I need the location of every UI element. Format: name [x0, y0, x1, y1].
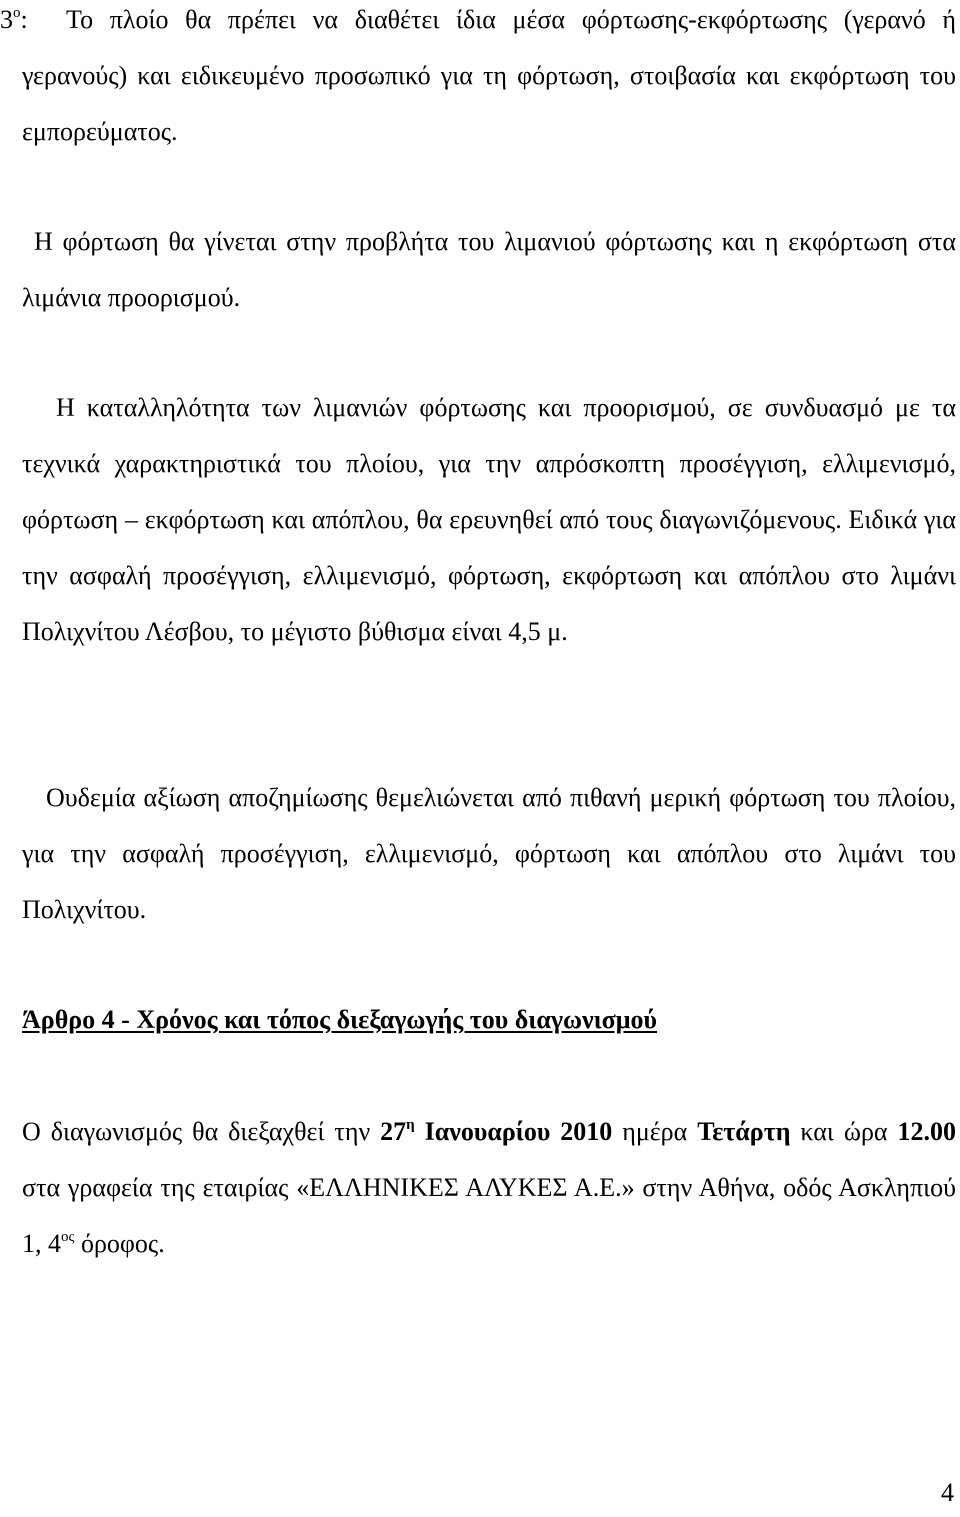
compensation-paragraph: Ουδεμία αξίωση αποζημίωσης θεμελιώνεται από πιθανή μερική φόρτωση του πλοίου, για την ασφαλή προσέγγιση, ελλιμενισμό, φόρτωση και απόπλου στο λιμάνι του Πολιχνίτου.	[22, 783, 956, 924]
article-4-weekday: Τετάρτη	[697, 1117, 791, 1146]
article-4-text-2: ημέρα	[612, 1117, 698, 1146]
article-4-month-year: Ιανουαρίου 2010	[414, 1117, 613, 1146]
article-4-text-1: Ο διαγωνισμός θα διεξαχθεί την	[22, 1117, 381, 1146]
section-3-colon: :	[20, 5, 28, 34]
article-4-heading: Άρθρο 4 - Χρόνος και τόπος διεξαγωγής του διαγωνισμού	[22, 1005, 658, 1034]
article-4-floor-superscript: ος	[61, 1229, 75, 1245]
article-4-time: 12.00	[897, 1117, 956, 1146]
page-number: 4	[941, 1478, 954, 1507]
section-3-superscript: ο	[13, 5, 21, 21]
article-4-day-superscript: η	[406, 1117, 415, 1133]
section-3-number: 3	[0, 5, 13, 34]
loading-paragraph: Η φόρτωση θα γίνεται στην προβλήτα του λιμανιού φόρτωσης και η εκφόρτωση στα λιμάνια προορισμού.	[22, 227, 956, 312]
article-4-paragraph	[22, 1104, 956, 1272]
suitability-paragraph: Η καταλληλότητα των λιμανιών φόρτωσης και προορισμού, σε συνδυασμό με τα τεχνικά χαρακτηριστικά του πλοίου, για την απρόσκοπτη προσέγγιση, ελλιμενισμό, φόρτωση – εκφόρτωση και απόπλου, θα ερευνηθεί από τους διαγωνιζόμενους. Ειδικά για την ασφαλή προσέγγιση, ελλιμενισμό, φόρτωση, εκφόρτωση και απόπλου στο λιμάνι Πολιχνίτου Λέσβου, το μέγιστο βύθισμα είναι 4,5 μ.	[22, 393, 956, 646]
article-4-text-3: και ώρα	[790, 1117, 898, 1146]
article-4-day: 27	[380, 1117, 407, 1146]
article-4-text-4: στα γραφεία της εταιρίας «ΕΛΛΗΝΙΚΕΣ ΑΛΥΚΕΣ Α.Ε.» στην Αθήνα, οδός Ασκληπιού 1, 4	[22, 1173, 956, 1258]
article-4-text-5: όροφος.	[74, 1229, 165, 1258]
section-3-text: Το πλοίο θα πρέπει να διαθέτει ίδια μέσα φόρτωσης-εκφόρτωσης (γερανό ή γερανούς) και ειδικευμένο προσωπικό για τη φόρτωση, στοιβασία και εκφόρτωση του εμπορεύματος.	[22, 5, 956, 146]
